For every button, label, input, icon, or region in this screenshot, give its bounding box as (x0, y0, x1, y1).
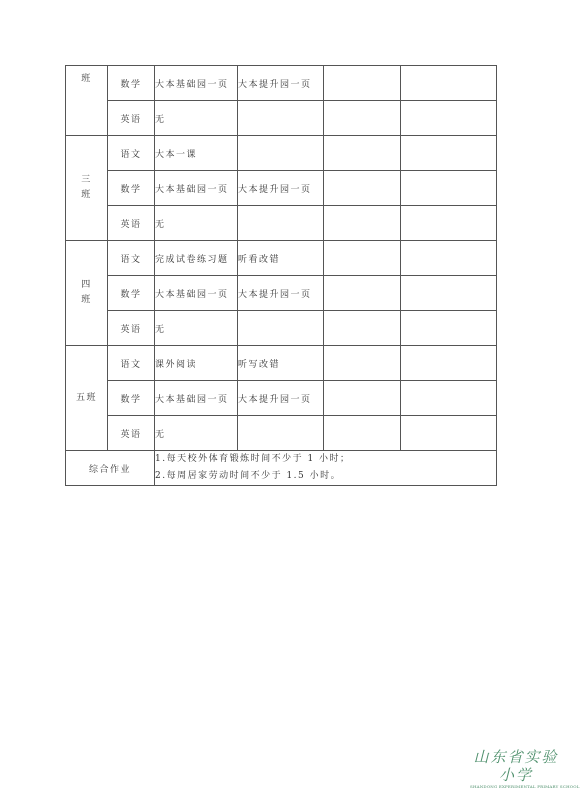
subject-cell: 语文 (108, 241, 155, 276)
table-row (66, 311, 497, 346)
school-name-cn: 山东省实验小学 (473, 748, 559, 784)
summary-line: 1.每天校外体育锻炼时间不少于 1 小时； (155, 454, 351, 464)
subject-cell: 英语 (108, 206, 155, 241)
empty-cell (401, 276, 497, 311)
summary-label: 综合作业 (66, 451, 155, 486)
class-label-char: 三 (81, 175, 92, 185)
class-label (66, 72, 107, 87)
homework-cell: 大本基础园一页 (155, 381, 238, 416)
homework-cell: 完成试卷练习题 (155, 241, 238, 276)
subject-cell: 英语 (108, 311, 155, 346)
homework-cell: 大本提升园一页 (238, 171, 324, 206)
empty-cell (324, 101, 401, 136)
class-label (66, 391, 107, 406)
empty-cell (401, 241, 497, 276)
empty-cell (324, 416, 401, 451)
homework-cell: 无 (155, 206, 238, 241)
class-label-char: 班 (81, 74, 92, 84)
empty-cell (401, 381, 497, 416)
table-row (66, 101, 497, 136)
homework-cell (238, 311, 324, 346)
class-label-char: 五班 (75, 392, 97, 403)
homework-cell: 大本提升园一页 (238, 381, 324, 416)
homework-cell: 无 (155, 416, 238, 451)
empty-cell (324, 66, 401, 101)
summary-content (155, 451, 497, 486)
summary-row (66, 451, 497, 486)
empty-cell (401, 101, 497, 136)
homework-cell: 听写改错 (238, 346, 324, 381)
empty-cell (401, 206, 497, 241)
class-label-char: 班 (81, 190, 92, 200)
empty-cell (401, 136, 497, 171)
empty-cell (324, 276, 401, 311)
table-row (66, 381, 497, 416)
empty-cell (401, 66, 497, 101)
empty-cell (324, 206, 401, 241)
table-row (66, 346, 497, 381)
subject-cell: 数学 (108, 381, 155, 416)
homework-cell: 大本一课 (155, 136, 238, 171)
empty-cell (401, 346, 497, 381)
class-label-cell (66, 136, 108, 241)
summary-line: 2.每周居家劳动时间不少于 1.5 小时。 (155, 471, 342, 481)
homework-cell (238, 136, 324, 171)
table-row (66, 171, 497, 206)
empty-cell (324, 311, 401, 346)
homework-cell: 大本提升园一页 (238, 276, 324, 311)
homework-table (65, 65, 497, 486)
school-name-en: SHANDONG EXPERIMENTAL PRIMARY SCHOOL (470, 784, 580, 789)
class-label-cell (66, 241, 108, 346)
class-label (66, 278, 107, 308)
homework-cell (238, 206, 324, 241)
subject-cell: 数学 (108, 171, 155, 206)
homework-cell: 课外阅读 (155, 346, 238, 381)
empty-cell (324, 136, 401, 171)
empty-cell (324, 381, 401, 416)
subject-cell: 数学 (108, 276, 155, 311)
table-row (66, 416, 497, 451)
class-label-cell (66, 66, 108, 136)
homework-cell (238, 416, 324, 451)
empty-cell (401, 416, 497, 451)
homework-cell: 无 (155, 101, 238, 136)
class-label-char: 班 (81, 295, 92, 305)
homework-cell: 大本基础园一页 (155, 171, 238, 206)
homework-cell: 大本基础园一页 (155, 276, 238, 311)
table-row (66, 66, 497, 101)
homework-cell: 无 (155, 311, 238, 346)
subject-cell: 语文 (108, 136, 155, 171)
table-row (66, 136, 497, 171)
table-row (66, 241, 497, 276)
subject-cell: 语文 (108, 346, 155, 381)
empty-cell (324, 171, 401, 206)
table-row (66, 276, 497, 311)
homework-cell: 大本基础园一页 (155, 66, 238, 101)
homework-table-body (66, 66, 497, 486)
table-row (66, 206, 497, 241)
subject-cell: 英语 (108, 416, 155, 451)
empty-cell (324, 241, 401, 276)
homework-cell: 听看改错 (238, 241, 324, 276)
empty-cell (324, 346, 401, 381)
empty-cell (401, 311, 497, 346)
homework-cell (238, 101, 324, 136)
class-label (66, 173, 107, 203)
subject-cell: 英语 (108, 101, 155, 136)
homework-cell: 大本提升园一页 (238, 66, 324, 101)
school-logo (470, 748, 580, 790)
empty-cell (401, 171, 497, 206)
class-label-char: 四 (81, 280, 92, 290)
class-label-cell (66, 346, 108, 451)
subject-cell: 数学 (108, 66, 155, 101)
